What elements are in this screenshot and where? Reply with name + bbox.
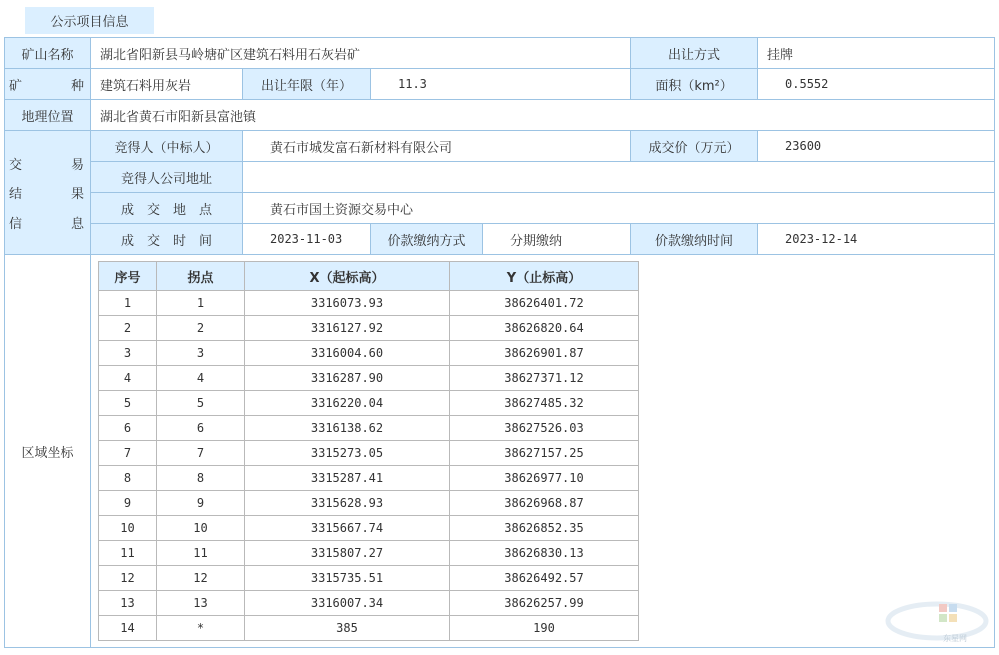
tx-char-2b: 果 (70, 187, 84, 202)
coords-table (98, 261, 639, 641)
coords-y: 38626830.13 (450, 541, 639, 566)
coords-index: 6 (99, 416, 157, 441)
coords-point: 2 (157, 316, 245, 341)
tx-char-3b: 息 (70, 216, 84, 232)
row-mine-name (5, 38, 995, 69)
coords-index: 1 (99, 291, 157, 316)
coords-y: 190 (450, 616, 639, 641)
coords-index: 3 (99, 341, 157, 366)
coords-index: 4 (99, 366, 157, 391)
coords-header-row (99, 262, 639, 291)
location-value: 湖北省黄石市阳新县富池镇 (91, 100, 995, 131)
coords-row (99, 566, 639, 591)
coords-x: 3316138.62 (245, 416, 450, 441)
coords-row (99, 341, 639, 366)
site-watermark (885, 593, 989, 649)
coords-x: 3315667.74 (245, 516, 450, 541)
tx-char-2a: 结 (9, 187, 23, 202)
project-info-table (4, 37, 995, 648)
coords-row (99, 466, 639, 491)
coords-header-y: Y（止标高） (450, 262, 639, 291)
coords-point: 8 (157, 466, 245, 491)
payment-method-value: 分期缴纳 (483, 224, 631, 255)
coords-label: 区域坐标 (5, 255, 91, 648)
coords-index: 5 (99, 391, 157, 416)
coords-row (99, 591, 639, 616)
time-label: 成 交 时 间 (91, 224, 243, 255)
coords-x: 3316287.90 (245, 366, 450, 391)
coords-y: 38627485.32 (450, 391, 639, 416)
coords-point: 7 (157, 441, 245, 466)
payment-time-label: 价款缴纳时间 (631, 224, 758, 255)
time-value: 2023-11-03 (270, 231, 343, 246)
coords-point: 10 (157, 516, 245, 541)
coords-x: 3316004.60 (245, 341, 450, 366)
coords-index: 2 (99, 316, 157, 341)
price-label: 成交价（万元） (631, 131, 758, 162)
coords-y: 38626492.57 (450, 566, 639, 591)
coords-x: 3316073.93 (245, 291, 450, 316)
row-coordinates (5, 255, 995, 648)
bidder-address-label: 竞得人公司地址 (91, 162, 243, 193)
tx-char-1a: 交 (9, 157, 23, 173)
coords-x: 3315735.51 (245, 566, 450, 591)
row-bidder (5, 131, 995, 162)
coords-row (99, 291, 639, 316)
coords-header-point: 拐点 (157, 262, 245, 291)
coords-row (99, 416, 639, 441)
location-label: 地理位置 (5, 100, 91, 131)
coords-x: 3315287.41 (245, 466, 450, 491)
coords-point: 9 (157, 491, 245, 516)
coords-point: 6 (157, 416, 245, 441)
coords-y: 38626257.99 (450, 591, 639, 616)
coords-point: 12 (157, 566, 245, 591)
coords-index: 8 (99, 466, 157, 491)
row-place (5, 193, 995, 224)
coords-row (99, 366, 639, 391)
coords-header-x: X（起标高） (245, 262, 450, 291)
place-value: 黄石市国土资源交易中心 (243, 193, 995, 224)
coords-point: * (157, 616, 245, 641)
row-time (5, 224, 995, 255)
coords-point: 11 (157, 541, 245, 566)
coords-y: 38627157.25 (450, 441, 639, 466)
transaction-result-label (5, 131, 91, 255)
area-label: 面积（km²） (631, 69, 758, 100)
coords-x: 3316127.92 (245, 316, 450, 341)
coords-y: 38627526.03 (450, 416, 639, 441)
price-value: 23600 (785, 138, 822, 153)
mineral-label (5, 69, 91, 100)
bidder-value: 黄石市城发富石新材料有限公司 (243, 131, 631, 162)
coords-point: 3 (157, 341, 245, 366)
area-value: 0.5552 (785, 76, 829, 91)
coords-index: 9 (99, 491, 157, 516)
coords-header-index: 序号 (99, 262, 157, 291)
payment-time-value: 2023-12-14 (785, 231, 858, 246)
row-bidder-address (5, 162, 995, 193)
tx-char-1b: 易 (70, 157, 84, 173)
term-value: 11.3 (398, 76, 427, 91)
coords-y: 38626977.10 (450, 466, 639, 491)
coords-index: 12 (99, 566, 157, 591)
row-mineral (5, 69, 995, 100)
coords-row (99, 491, 639, 516)
term-label: 出让年限（年） (243, 69, 371, 100)
coords-index: 11 (99, 541, 157, 566)
tx-char-3a: 信 (9, 216, 23, 232)
coords-point: 1 (157, 291, 245, 316)
coords-row (99, 516, 639, 541)
mineral-value: 建筑石料用灰岩 (91, 69, 243, 100)
coords-point: 4 (157, 366, 245, 391)
coords-y: 38626820.64 (450, 316, 639, 341)
bidder-label: 竞得人（中标人） (91, 131, 243, 162)
payment-method-label: 价款缴纳方式 (371, 224, 483, 255)
coords-index: 13 (99, 591, 157, 616)
mineral-label-left: 矿 (9, 78, 23, 94)
bidder-address-value (243, 162, 995, 193)
coords-row (99, 616, 639, 641)
coords-x: 385 (245, 616, 450, 641)
coords-point: 5 (157, 391, 245, 416)
coords-row (99, 316, 639, 341)
row-location (5, 100, 995, 131)
transfer-method-value: 挂牌 (758, 38, 995, 69)
coords-x: 3315807.27 (245, 541, 450, 566)
coords-row (99, 541, 639, 566)
mine-name-label: 矿山名称 (5, 38, 91, 69)
coords-index: 10 (99, 516, 157, 541)
coords-x: 3315273.05 (245, 441, 450, 466)
tab-public-info[interactable]: 公示项目信息 (25, 7, 154, 34)
watermark-text: 东星网 (943, 634, 967, 643)
coords-y: 38626901.87 (450, 341, 639, 366)
coords-x: 3316220.04 (245, 391, 450, 416)
mineral-label-right: 种 (70, 78, 84, 94)
coords-row (99, 441, 639, 466)
coords-x: 3315628.93 (245, 491, 450, 516)
coords-y: 38626968.87 (450, 491, 639, 516)
coords-y: 38626401.72 (450, 291, 639, 316)
coords-row (99, 391, 639, 416)
coords-y: 38627371.12 (450, 366, 639, 391)
mine-name-value: 湖北省阳新县马岭塘矿区建筑石料用石灰岩矿 (91, 38, 631, 69)
coords-index: 7 (99, 441, 157, 466)
coords-index: 14 (99, 616, 157, 641)
coords-y: 38626852.35 (450, 516, 639, 541)
place-label: 成 交 地 点 (91, 193, 243, 224)
coords-point: 13 (157, 591, 245, 616)
coords-x: 3316007.34 (245, 591, 450, 616)
transfer-method-label: 出让方式 (631, 38, 758, 69)
